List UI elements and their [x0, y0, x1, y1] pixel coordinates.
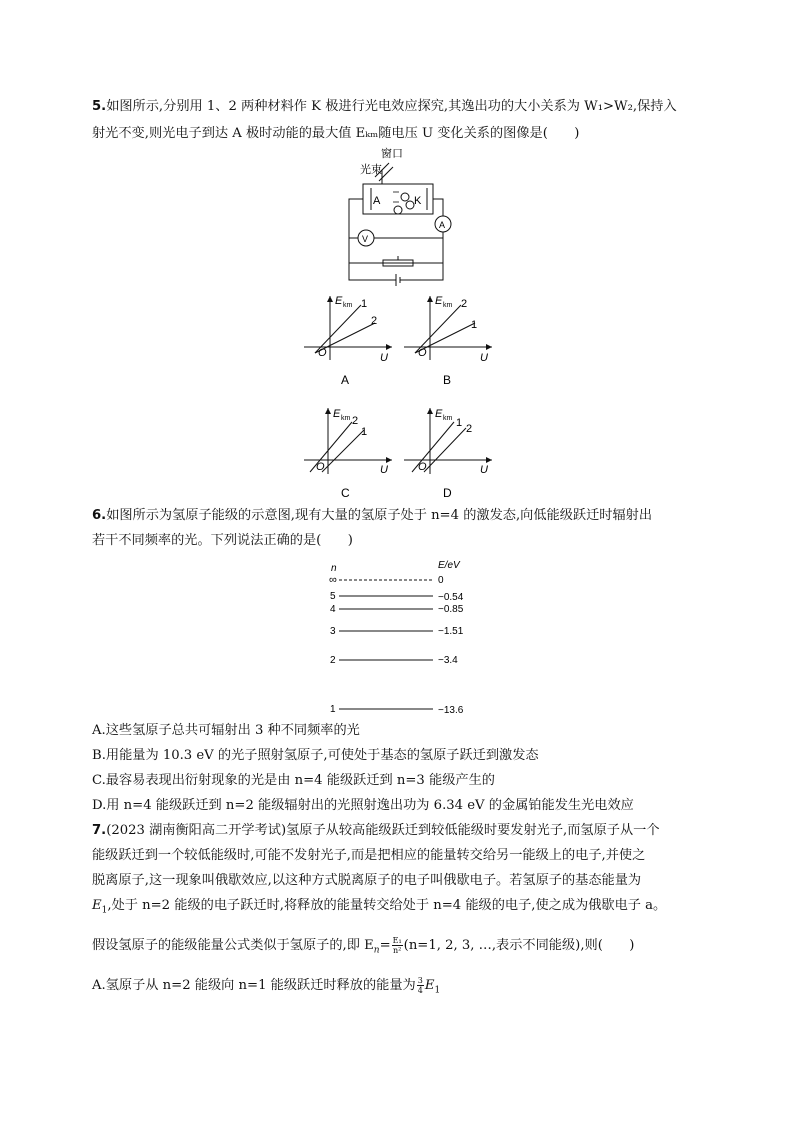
graph-b-option-label: B	[443, 373, 452, 387]
level-n-2: 2	[330, 655, 336, 666]
graph-b-line-upper	[415, 305, 461, 353]
graph-c-lower-label: 1	[361, 426, 368, 438]
q5-stem-line2: 射光不变,则光电子到达 A 极时动能的最大值 Eₖₘ随电压 U 变化关系的图像是( )	[92, 126, 580, 141]
graph-c-y-sub: km	[341, 415, 351, 422]
graph-b-y-sub: km	[443, 302, 453, 309]
light-beam-1	[375, 163, 389, 177]
graph-b-upper-label: 2	[461, 298, 468, 310]
graph-c-upper-label: 2	[352, 415, 359, 427]
q6-number: 6.	[92, 508, 107, 523]
graph-c-line-upper	[310, 422, 352, 472]
graph-a-option-label: A	[341, 373, 350, 387]
level-n-1: 1	[330, 704, 336, 715]
graph-d-origin: O	[418, 461, 427, 473]
q7-stem-line1	[92, 821, 660, 841]
cathode-label: K	[414, 195, 422, 207]
graph-b-y-label: E	[435, 295, 443, 307]
q7-stem-line2: 能级跃迁到一个较低能级时,可能不发射光子,而是把相应的能量转交给另一能级上的电子,并使之	[92, 848, 646, 863]
q7-number: 7.	[92, 823, 107, 838]
graph-b-line-lower	[415, 323, 475, 353]
graph-d-x-label: U	[480, 464, 488, 476]
q7-stem-line3: 脱离原子,这一现象叫俄歇效应,以这种方式脱离原子的电子叫俄歇电子。若氢原子的基态能量为	[92, 873, 642, 888]
graph-d-option-label: D	[443, 486, 452, 500]
window-label: 窗口	[381, 148, 403, 160]
level-e-3: −1.51	[438, 626, 464, 637]
q6-choice-b[interactable]: B.用能量为 10.3 eV 的光子照射氢原子,可使处于基态的氢原子跃迁到激发态	[92, 748, 539, 763]
graph-c-origin: O	[316, 461, 325, 473]
graph-c-y-label: E	[333, 408, 341, 420]
graph-c-option-label: C	[341, 486, 350, 500]
electron-arrows	[393, 192, 399, 202]
graph-b-origin: O	[418, 347, 427, 359]
graph-c-line-lower	[322, 430, 364, 472]
graph-a-x-label: U	[380, 352, 388, 364]
q7-choice-a[interactable]: A.氢原子从 n=2 能级向 n=1 能级跃迁时释放的能量为 $\frac{3}{4}$ $E_1$	[92, 976, 441, 996]
graph-a-upper-label: 1	[361, 298, 368, 310]
level-e-1: −13.6	[438, 705, 464, 716]
q5-number: 5.	[92, 99, 107, 114]
e-header: E/eV	[438, 560, 460, 571]
graph-d-line-lower	[424, 428, 466, 472]
level-e-inf: 0	[438, 575, 444, 586]
electron-2	[406, 201, 414, 209]
q7-stem-line4: $E_1$,处于 n=2 能级的电子跃迁时,将释放的能量转交给处于 n=4 能级的电子,使之成为俄歇电子 a。	[92, 898, 667, 916]
photoelectric-circuit	[349, 163, 451, 286]
graph-d-y-label: E	[435, 408, 443, 420]
electron-3	[394, 206, 402, 214]
ammeter	[435, 216, 451, 232]
wire-right-down	[349, 232, 443, 263]
graph-a-lower-label: 2	[371, 315, 378, 327]
q7-choice-a-fraction: $\frac{3}{4}$	[417, 976, 423, 995]
graph-a-line-upper	[315, 305, 361, 353]
n-header: n	[331, 563, 337, 574]
rheostat	[383, 260, 413, 266]
level-n-4: 4	[330, 604, 336, 615]
anode-label: A	[373, 195, 381, 207]
graph-d-lower-label: 2	[466, 423, 473, 435]
graph-a-y-label: E	[335, 295, 343, 307]
q7-text1: (2023 湖南衡阳高二开学考试)氢原子从较高能级跃迁到较低能级时要发射光子,而氢原子从一个	[106, 823, 660, 838]
graph-c	[304, 408, 392, 476]
level-e-2: −3.4	[438, 655, 458, 666]
q6-choice-d[interactable]: D.用 n=4 能级跃迁到 n=2 能级辐射出的光照射逸出功为 6.34 eV 的金属铂能发生光电效应	[92, 798, 634, 813]
graph-d-line-upper	[412, 422, 454, 472]
q7-stem-line5: 假设氢原子的能级能量公式类似于氢原子的,即 $E_n=$ $\frac{\text{E₁}}{\text{n²}}$ (n=1, 2, 3, …,表示不同能级),则( )	[92, 936, 635, 956]
q6-choice-a[interactable]: A.这些氢原子总共可辐射出 3 种不同频率的光	[92, 723, 360, 738]
voltmeter-label: V	[362, 234, 369, 244]
graph-d-upper-label: 1	[456, 417, 463, 429]
level-e-5: −0.54	[438, 592, 464, 603]
graph-a-line-lower	[315, 323, 375, 353]
q6-choice-c[interactable]: C.最容易表现出衍射现象的光是由 n=4 能级跃迁到 n=3 能级产生的	[92, 773, 495, 788]
beam-label: 光束	[360, 164, 382, 176]
graph-c-x-label: U	[380, 464, 388, 476]
graph-d-y-sub: km	[443, 415, 453, 422]
q6-text1: 如图所示为氢原子能级的示意图,现有大量的氢原子处于 n=4 的激发态,向低能级跃迁时辐射出	[106, 508, 653, 523]
level-e-4: −0.85	[438, 604, 464, 615]
wire-right-top	[433, 199, 443, 216]
q5-stem-line1	[92, 97, 677, 117]
wire-left	[349, 199, 392, 280]
graph-a	[304, 295, 392, 364]
graph-d	[404, 408, 492, 476]
q6-stem-line2: 若干不同频率的光。下列说法正确的是( )	[92, 533, 353, 548]
q7-energy-fraction: $\frac{\text{E₁}}{\text{n²}}$	[392, 936, 402, 955]
light-beam-2	[379, 167, 393, 181]
energy-level-diagram	[329, 560, 464, 716]
graph-b	[404, 295, 492, 364]
q5-text1: 如图所示,分别用 1、2 两种材料作 K 极进行光电效应探究,其逸出功的大小关系为 W₁>W₂,保持入	[106, 99, 677, 114]
phototube	[363, 184, 433, 214]
graph-b-lower-label: 1	[471, 319, 478, 331]
graph-a-origin: O	[318, 347, 327, 359]
electron-1	[401, 193, 409, 201]
graph-b-x-label: U	[480, 352, 488, 364]
voltmeter	[358, 230, 374, 246]
q6-stem-line1	[92, 506, 652, 526]
level-n-inf: ∞	[329, 574, 337, 586]
level-n-3: 3	[330, 626, 336, 637]
wire-bottom-right	[400, 263, 443, 280]
level-n-5: 5	[330, 591, 336, 602]
ammeter-label: A	[439, 220, 446, 230]
graph-a-y-sub: km	[343, 302, 353, 309]
